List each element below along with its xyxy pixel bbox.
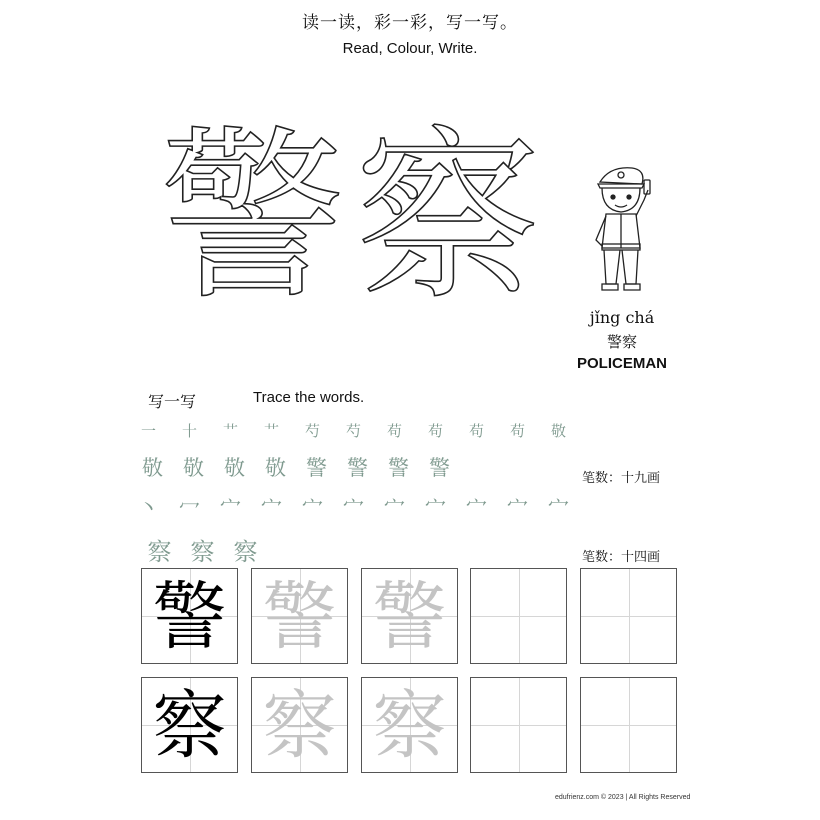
- practice-char: 警: [262, 574, 337, 660]
- practice-char: 察: [372, 683, 447, 769]
- practice-char: 察: [152, 683, 227, 769]
- practice-box-trace[interactable]: [251, 677, 348, 773]
- pinyin: jǐng chá: [589, 308, 655, 327]
- section-label-chinese: 写一写: [148, 392, 197, 411]
- cap-brim: [598, 184, 644, 188]
- police-cap: [600, 168, 643, 184]
- practice-box-model: [141, 568, 238, 664]
- practice-box-empty[interactable]: [580, 568, 677, 664]
- stroke-step: 宀: [425, 496, 446, 520]
- section-label-english: Trace the words.: [253, 389, 365, 406]
- stroke-step: 艹: [222, 422, 238, 440]
- word-meaning: POLICEMAN: [577, 355, 667, 372]
- stroke-step: 察: [147, 538, 172, 566]
- stroke-step: 苟: [468, 422, 484, 440]
- footer-credit: edufrienz.com © 2023 | All Rights Reserved: [555, 794, 691, 801]
- stroke-step: 宀: [261, 496, 282, 520]
- stroke-step: 察: [190, 538, 215, 566]
- stroke-step: 苟: [386, 422, 402, 440]
- stroke-step: 宀: [466, 496, 487, 520]
- stroke-step: 察: [233, 538, 258, 566]
- practice-box-trace[interactable]: [361, 568, 458, 664]
- smile: [615, 205, 627, 207]
- stroke-step: 警: [347, 456, 368, 480]
- stroke-step: 警: [429, 456, 450, 480]
- stroke-step: 艹: [263, 422, 279, 440]
- stroke-step: 一: [140, 422, 156, 440]
- shoe-left: [602, 284, 618, 290]
- practice-char: 警: [152, 574, 227, 660]
- practice-box-trace[interactable]: [361, 677, 458, 773]
- stroke-step: 敬: [142, 456, 163, 480]
- face: [602, 188, 640, 212]
- policeman-illustration: [580, 160, 670, 295]
- instruction-english: Read, Colour, Write.: [342, 40, 478, 57]
- word-hanzi: 警察: [606, 333, 637, 351]
- outline-character-2: 察: [355, 109, 540, 325]
- practice-box-model: [141, 677, 238, 773]
- stroke-step: 警: [306, 456, 327, 480]
- stroke-step: 警: [388, 456, 409, 480]
- stroke-step: 苟: [427, 422, 443, 440]
- practice-char: 警: [372, 574, 447, 660]
- practice-box-empty[interactable]: [470, 568, 567, 664]
- stroke-count-char2: 笔数：十四画: [582, 550, 661, 565]
- eye-left: [611, 195, 615, 199]
- stroke-step: 敬: [183, 456, 204, 480]
- stroke-step: 宀: [220, 496, 241, 520]
- outline-character-1: 警: [160, 109, 345, 325]
- stroke-step: 宀: [384, 496, 405, 520]
- cap-badge: [618, 172, 624, 178]
- shoe-right: [624, 284, 640, 290]
- stroke-step: 芍: [304, 422, 320, 440]
- stroke-order-char2-row1: [128, 492, 579, 522]
- practice-box-empty[interactable]: [580, 677, 677, 773]
- stroke-step: 宀: [343, 496, 364, 520]
- stroke-order-char1-row2: [132, 452, 460, 482]
- stroke-step: 宀: [548, 496, 569, 520]
- stroke-step: 芍: [345, 422, 361, 440]
- stroke-step: 敬: [550, 422, 566, 440]
- leg-left: [604, 250, 620, 284]
- eye-right: [627, 195, 631, 199]
- stroke-step: 丶: [138, 496, 159, 520]
- practice-box-empty[interactable]: [470, 677, 567, 773]
- stroke-step: 宀: [302, 496, 323, 520]
- instruction-chinese: 读一读，彩一彩，写一写。: [302, 13, 518, 33]
- stroke-step: 冖: [179, 496, 200, 520]
- stroke-step: 苟: [509, 422, 525, 440]
- stroke-step: 十: [181, 422, 197, 440]
- practice-char: 察: [262, 683, 337, 769]
- leg-right: [622, 250, 638, 284]
- stroke-order-char2-row2: [138, 532, 267, 567]
- stroke-step: 敬: [265, 456, 286, 480]
- stroke-step: 宀: [507, 496, 528, 520]
- stroke-count-char1: 笔数：十九画: [582, 471, 661, 486]
- stroke-order-char1-row1: [128, 420, 579, 441]
- stroke-step: 敬: [224, 456, 245, 480]
- practice-box-trace[interactable]: [251, 568, 348, 664]
